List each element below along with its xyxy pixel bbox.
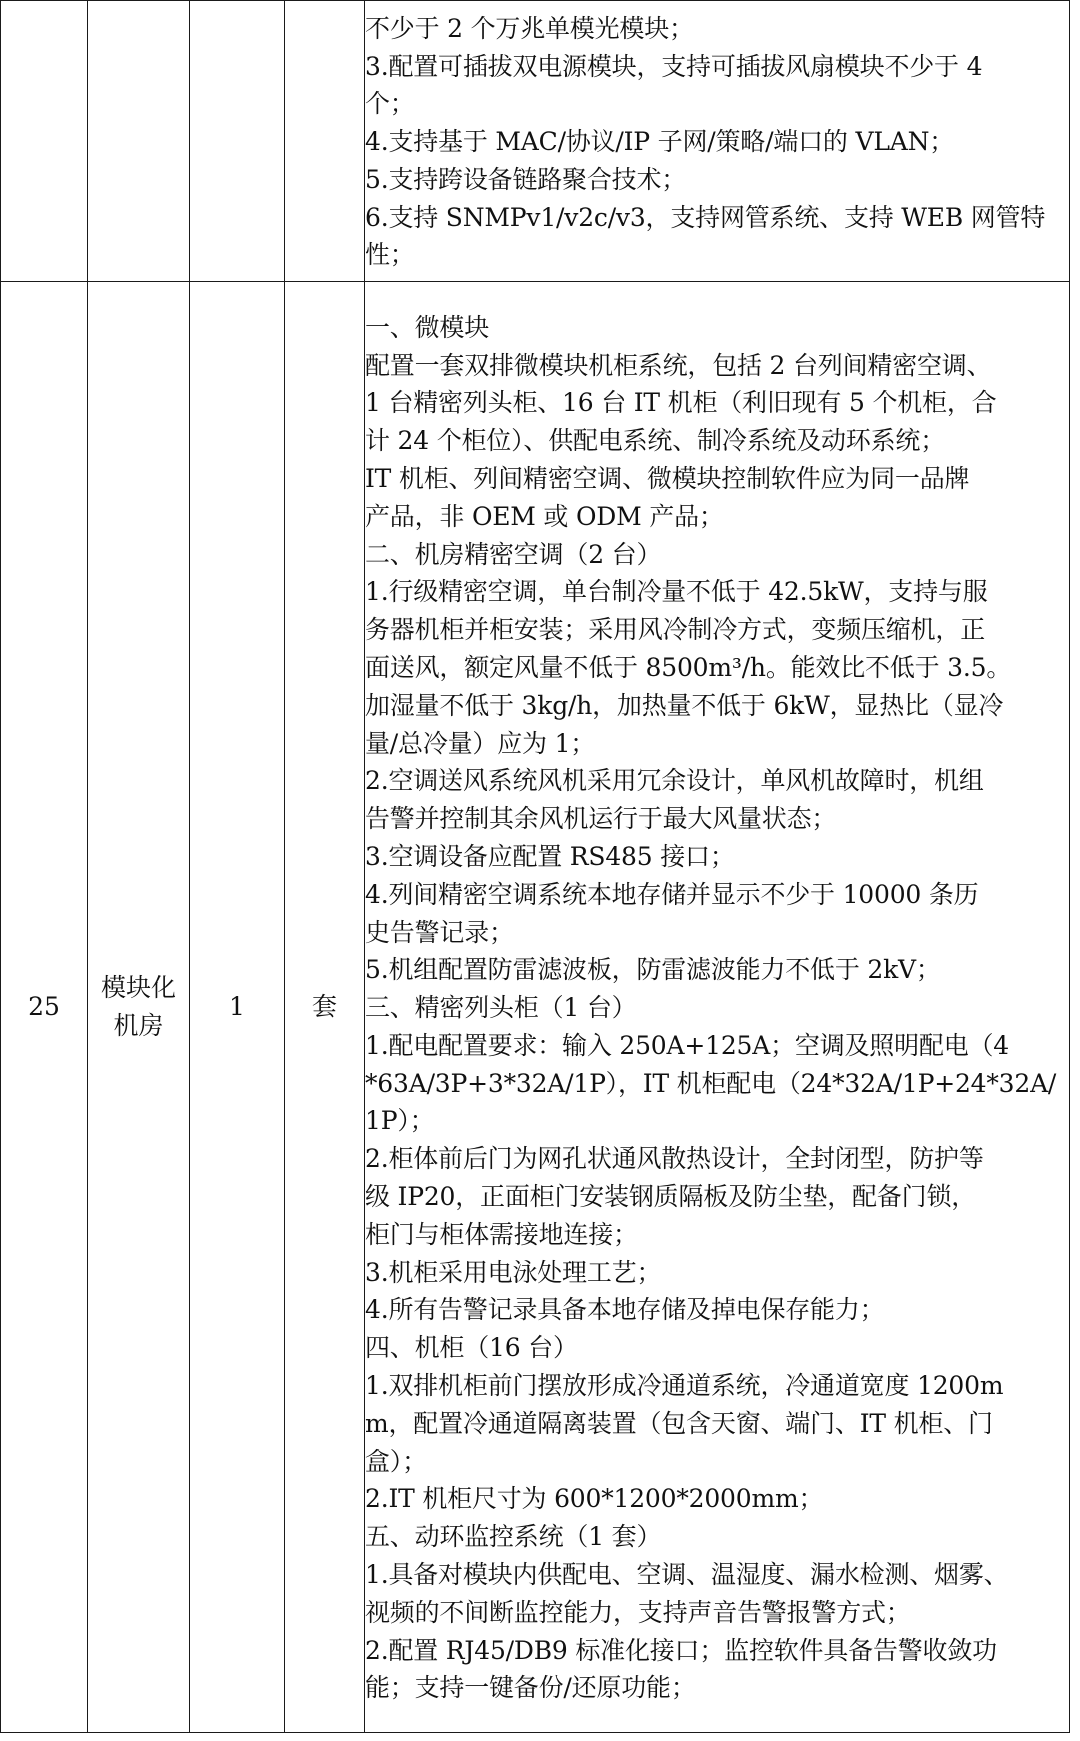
- requirement-line: 3.空调设备应配置 RS485 接口；: [365, 841, 735, 871]
- requirement-line: 4.支持基于 MAC/协议/IP 子网/策略/端口的 VLAN；: [365, 127, 955, 157]
- requirements-cell: [365, 1, 1070, 282]
- requirement-line: 柜门与柜体需接地连接；: [365, 1219, 638, 1249]
- requirement-line: 务器机柜并柜安装；采用风冷制冷方式，变频压缩机，正: [365, 615, 986, 645]
- requirement-line: 1.具备对模块内供配电、空调、温湿度、漏水检测、烟雾、: [365, 1560, 1009, 1590]
- requirement-line: 产品，非 OEM 或 ODM 产品；: [365, 501, 724, 531]
- section-heading: 三、精密列头柜（1 台）: [365, 993, 637, 1023]
- requirement-line: 史告警记录；: [365, 917, 514, 947]
- section-heading: 四、机柜（16 台）: [365, 1333, 578, 1363]
- requirement-line: 视频的不间断监控能力，支持声音告警报警方式；: [365, 1597, 911, 1627]
- requirement-line: 1P）；: [365, 1106, 435, 1136]
- requirement-line: m，配置冷通道隔离装置（包含天窗、端门、IT 机柜、门: [365, 1408, 993, 1438]
- requirement-line: 量/总冷量）应为 1；: [365, 728, 596, 758]
- requirement-line: 个；: [365, 89, 415, 119]
- requirement-line: 3.配置可插拔双电源模块，支持可插拔风扇模块不少于 4: [365, 51, 983, 81]
- requirement-line: 4.列间精密空调系统本地存储并显示不少于 10000 条历: [365, 879, 979, 909]
- requirement-line: 加湿量不低于 3kg/h，加热量不低于 6kW，显热比（显冷: [365, 690, 1004, 720]
- requirement-line: 计 24 个柜位）、供配电系统、制冷系统及动环系统；: [365, 426, 946, 456]
- item-name-cell: [88, 1, 190, 282]
- requirement-line: 能；支持一键备份/还原功能；: [365, 1673, 696, 1703]
- requirement-line: *63A/3P+3*32A/1P），IT 机柜配电（24*32A/1P+24*32A/: [365, 1068, 1057, 1098]
- requirement-line: 1.配电配置要求：输入 250A+125A；空调及照明配电（4: [365, 1030, 1009, 1060]
- section-heading: 一、微模块: [365, 312, 490, 342]
- section-heading: 二、机房精密空调（2 台）: [365, 539, 662, 569]
- index-cell: 25: [1, 282, 88, 1733]
- requirement-line: 性；: [365, 240, 415, 270]
- requirement-line: 1 台精密列头柜、16 台 IT 机柜（利旧现有 5 个机柜，合: [365, 388, 997, 418]
- item-name-cell: [88, 282, 190, 1733]
- requirement-line: IT 机柜、列间精密空调、微模块控制软件应为同一品牌: [365, 463, 970, 493]
- requirements-cell: [365, 282, 1070, 1733]
- requirement-line: 2.柜体前后门为网孔状通风散热设计，全封闭型，防护等: [365, 1144, 984, 1174]
- requirement-line: 4.所有告警记录具备本地存储及掉电保存能力；: [365, 1295, 885, 1325]
- quantity-cell: [190, 1, 285, 282]
- requirement-line: 盒）；: [365, 1446, 427, 1476]
- requirement-line: 1.行级精密空调，单台制冷量不低于 42.5kW，支持与服: [365, 577, 988, 607]
- requirement-line: 3.机柜采用电泳处理工艺；: [365, 1257, 662, 1287]
- requirement-line: 配置一套双排微模块机柜系统，包括 2 台列间精密空调、: [365, 350, 992, 380]
- requirement-line: 5.支持跨设备链路聚合技术；: [365, 164, 687, 194]
- requirement-line: 面送风，额定风量不低于 8500m³/h。能效比不低于 3.5。: [365, 652, 1012, 682]
- table-row: [1, 282, 1070, 1733]
- section-heading: 五、动环监控系统（1 套）: [365, 1522, 662, 1552]
- index-cell: [1, 1, 88, 282]
- requirement-line: 2.空调送风系统风机采用冗余设计，单风机故障时，机组: [365, 766, 984, 796]
- requirement-line: 告警并控制其余风机运行于最大风量状态；: [365, 804, 837, 834]
- requirement-line: 2.配置 RJ45/DB9 标准化接口；监控软件具备告警收敛功: [365, 1635, 997, 1665]
- table-row: [1, 1, 1070, 282]
- unit-cell: [285, 1, 365, 282]
- item-name-line: 机房: [113, 1011, 164, 1040]
- quantity-cell: 1: [190, 282, 285, 1733]
- item-name-line: 模块化: [100, 973, 176, 1002]
- requirement-line: 级 IP20，正面柜门安装钢质隔板及防尘垫，配备门锁，: [365, 1182, 977, 1212]
- requirement-line: 1.双排机柜前门摆放形成冷通道系统，冷通道宽度 1200m: [365, 1371, 1004, 1401]
- requirement-line: 不少于 2 个万兆单模光模块；: [365, 13, 694, 43]
- unit-cell: 套: [285, 282, 365, 1733]
- requirement-line: 2.IT 机柜尺寸为 600*1200*2000mm；: [365, 1484, 824, 1514]
- requirement-line: 5.机组配置防雷滤波板，防雷滤波能力不低于 2kV；: [365, 955, 941, 985]
- requirement-line: 6.支持 SNMPv1/v2c/v3，支持网管系统、支持 WEB 网管特: [365, 202, 1046, 232]
